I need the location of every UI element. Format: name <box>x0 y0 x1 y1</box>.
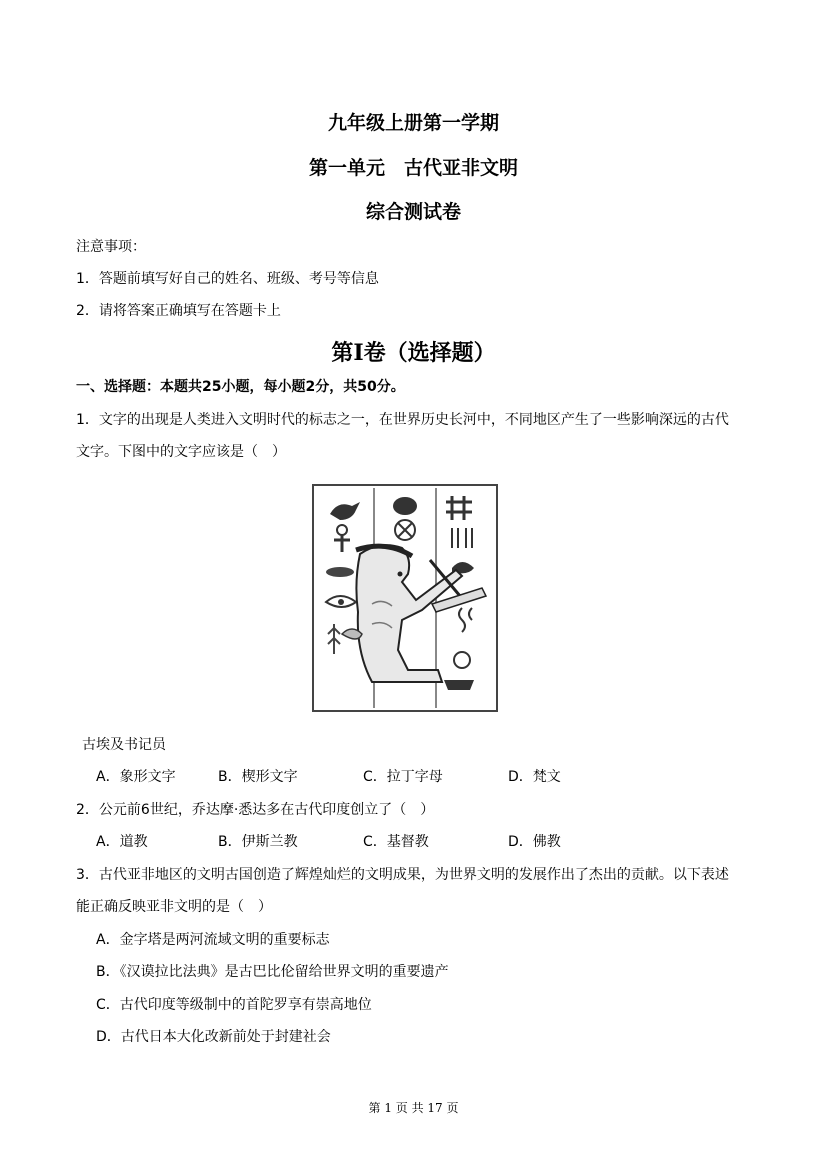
question-1-option-b[interactable]: B．楔形文字 <box>218 769 298 785</box>
notes-heading: 注意事项： <box>76 239 146 255</box>
question-3-option-d[interactable]: D．古代日本大化改新前处于封建社会 <box>96 1029 331 1045</box>
question-1-stem-line-2: 文字。下图中的文字应该是（ ） <box>76 444 286 460</box>
question-3-option-a[interactable]: A．金字塔是两河流域文明的重要标志 <box>96 932 330 948</box>
question-2-stem: 2．公元前6世纪，乔达摩·悉达多在古代印度创立了（ ） <box>76 802 435 818</box>
note-item-1: 1．答题前填写好自己的姓名、班级、考号等信息 <box>76 271 379 287</box>
question-2-option-d[interactable]: D．佛教 <box>508 834 561 850</box>
figure-caption: 古埃及书记员 <box>82 737 166 753</box>
question-3-option-c[interactable]: C．古代印度等级制中的首陀罗享有崇高地位 <box>96 997 372 1013</box>
page-number: 第 1 页 共 17 页 <box>368 1101 459 1115</box>
test-title: 综合测试卷 <box>365 201 461 223</box>
question-1-option-a[interactable]: A．象形文字 <box>96 769 176 785</box>
question-1-option-d[interactable]: D．梵文 <box>508 769 561 785</box>
question-3-stem-line-2: 能正确反映亚非文明的是（ ） <box>76 899 272 915</box>
document-title: 九年级上册第一学期 <box>327 112 499 134</box>
question-2-option-a[interactable]: A．道教 <box>96 834 148 850</box>
question-2-option-c[interactable]: C．基督教 <box>363 834 429 850</box>
question-1-stem-line-1: 1．文字的出现是人类进入文明时代的标志之一，在世界历史长河中，不同地区产生了一些影响深远的古代 <box>76 412 729 428</box>
unit-title: 第一单元 古代亚非文明 <box>308 157 518 179</box>
question-1-option-c[interactable]: C．拉丁字母 <box>363 769 443 785</box>
question-3-option-b[interactable]: B．《汉谟拉比法典》是古巴比伦留给世界文明的重要遗产 <box>96 964 449 980</box>
note-item-2: 2．请将答案正确填写在答题卡上 <box>76 303 281 319</box>
question-3-stem-line-1: 3．古代亚非地区的文明古国创造了辉煌灿烂的文明成果，为世界文明的发展作出了杰出的贡献。以下表述 <box>76 867 729 883</box>
part-title: 第Ⅰ卷（选择题） <box>331 340 496 366</box>
egyptian-scribe-figure <box>312 484 498 712</box>
section-instruction: 一、选择题：本题共25小题，每小题2分，共50分。 <box>76 379 405 395</box>
question-2-option-b[interactable]: B．伊斯兰教 <box>218 834 298 850</box>
